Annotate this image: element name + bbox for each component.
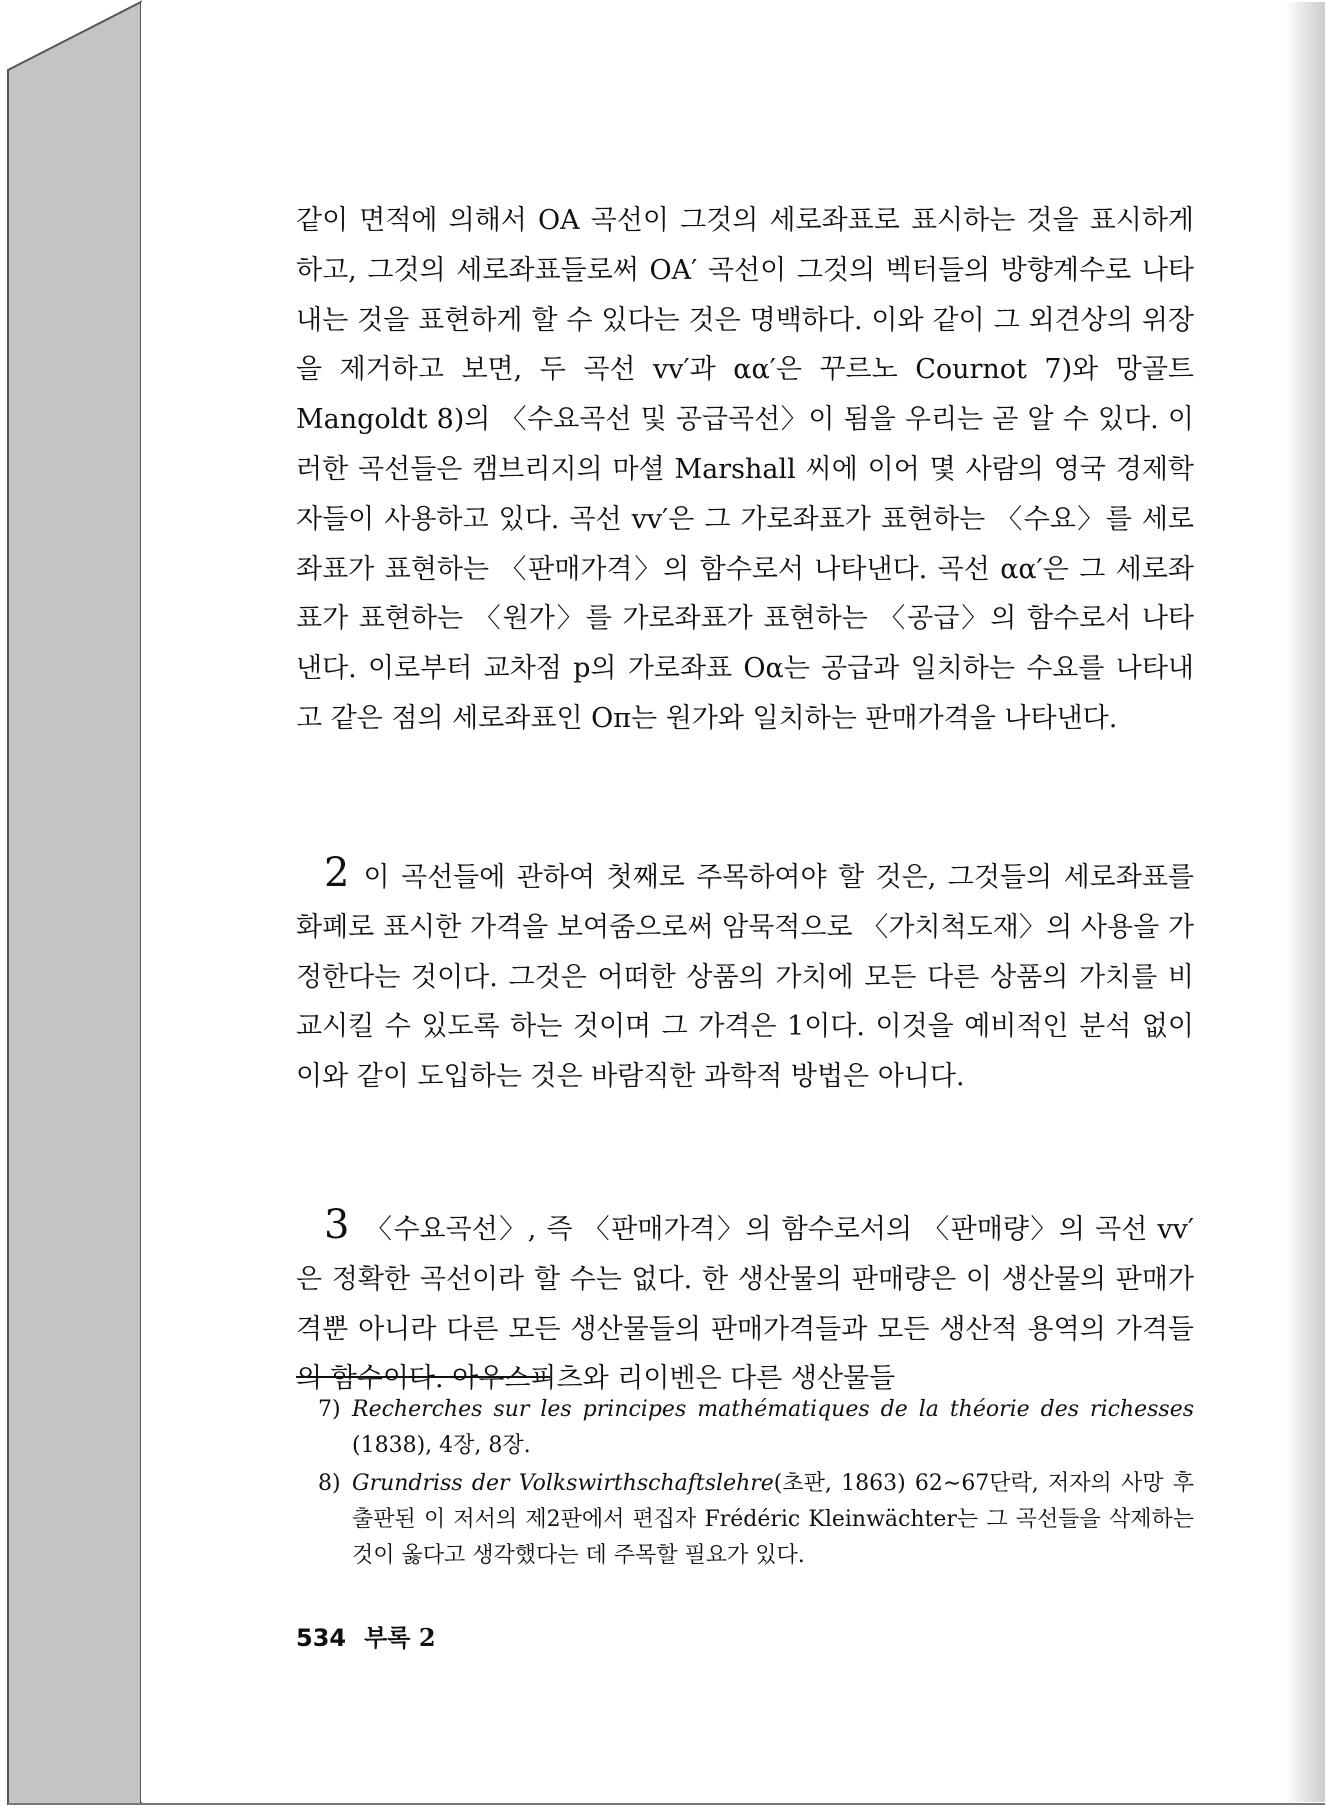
- footnotes: [318, 1392, 1194, 1576]
- section-2: [296, 826, 1194, 1129]
- page-edge-shadow: [1285, 2, 1325, 1802]
- footnote-7: [318, 1392, 1194, 1464]
- paragraph-1-text: 같이 면적에 의해서 OA 곡선이 그것의 세로좌표로 표시하는 것을 표시하게 하고, 그것의 세로좌표들로써 OA′ 곡선이 그것의 벡터들의 방향계수로 나타내는 것을 표현하게 할 수 있다는 것은 명백하다. 이와 같이 그 외견상의 위장을 제거하고 보면, 두 곡선 vv′과 αα′은 꾸르노 Cournot 7)와 망골트 Mangoldt 8)의 〈수요곡선 및 공급곡선〉이 됨을 우리는 곧 알 수 있다. 이러한 곡선들은 캠브리지의 마셜 Marshall 씨에 이어 몇 사람의 영국 경제학자들이 사용하고 있다. 곡선 vv′은 그 가로좌표가 표현하는 〈수요〉를 세로좌표가 표현하는 〈판매가격〉의 함수로서 나타낸다. 곡선 αα′은 그 세로좌표가 표현하는 〈원가〉를 가로좌표가 표현하는 〈공급〉의 함수로서 나타낸다. 이로부터 교차점 p의 가로좌표 Oα는 공급과 일치하는 수요를 나타내고 같은 점의 세로좌표인 Oπ는 원가와 일치하는 판매가격을 나타낸다.: [296, 205, 1195, 734]
- section-label: 부록 2: [364, 1623, 436, 1652]
- section-2-number: 2: [324, 850, 350, 896]
- section-3-text: 〈수요곡선〉, 즉 〈판매가격〉의 함수로서의 〈판매량〉의 곡선 vv′은 정확한 곡선이라 할 수는 없다. 한 생산물의 판매량은 이 생산물의 판매가격뿐 아니라 다른 모든 생산물들의 판매가격들과 모든 생산적 용역의 가격들의 함수이다. 아우스피츠와 리이벤은 다른 생산물들: [296, 1214, 1194, 1395]
- footnote-body: [352, 1392, 1194, 1464]
- footnote-divider: [296, 1376, 550, 1378]
- footnote-8: [318, 1466, 1194, 1574]
- paragraph-1: [296, 196, 1194, 744]
- page-footer: [296, 1618, 436, 1653]
- footnote-detail: (1838), 4장, 8장.: [352, 1433, 531, 1458]
- footnote-detail: (초판, 1863) 62∼67단락, 저자의 사망 후 출판된 이 저서의 제2판에서 편집자 Frédéric Kleinwächter는 그 곡선들을 삭제하는 것이 옳다고 생각했다는 데 주목할 필요가 있다.: [352, 1471, 1194, 1568]
- footnote-title: Grundriss der Volkswirthschaftslehre: [352, 1471, 774, 1496]
- section-3-number: 3: [324, 1202, 350, 1248]
- footnote-body: [352, 1466, 1194, 1574]
- section-2-text: 이 곡선들에 관하여 첫째로 주목하여야 할 것은, 그것들의 세로좌표를 화폐로 표시한 가격을 보여줌으로써 암묵적으로 〈가치척도재〉의 사용을 가정한다는 것이다. 그것은 어떠한 상품의 가치에 모든 다른 상품의 가치를 비교시킬 수 있도록 하는 것이며 그 가격은 1이다. 이것을 예비적인 분석 없이 이와 같이 도입하는 것은 바람직한 과학적 방법은 아니다.: [296, 862, 1194, 1093]
- page-number: 534: [296, 1624, 347, 1652]
- footnote-title: Recherches sur les principes mathématiques de la théorie des richesses: [352, 1397, 1194, 1422]
- footnote-mark: 7): [318, 1397, 341, 1422]
- footnote-mark: 8): [318, 1471, 341, 1496]
